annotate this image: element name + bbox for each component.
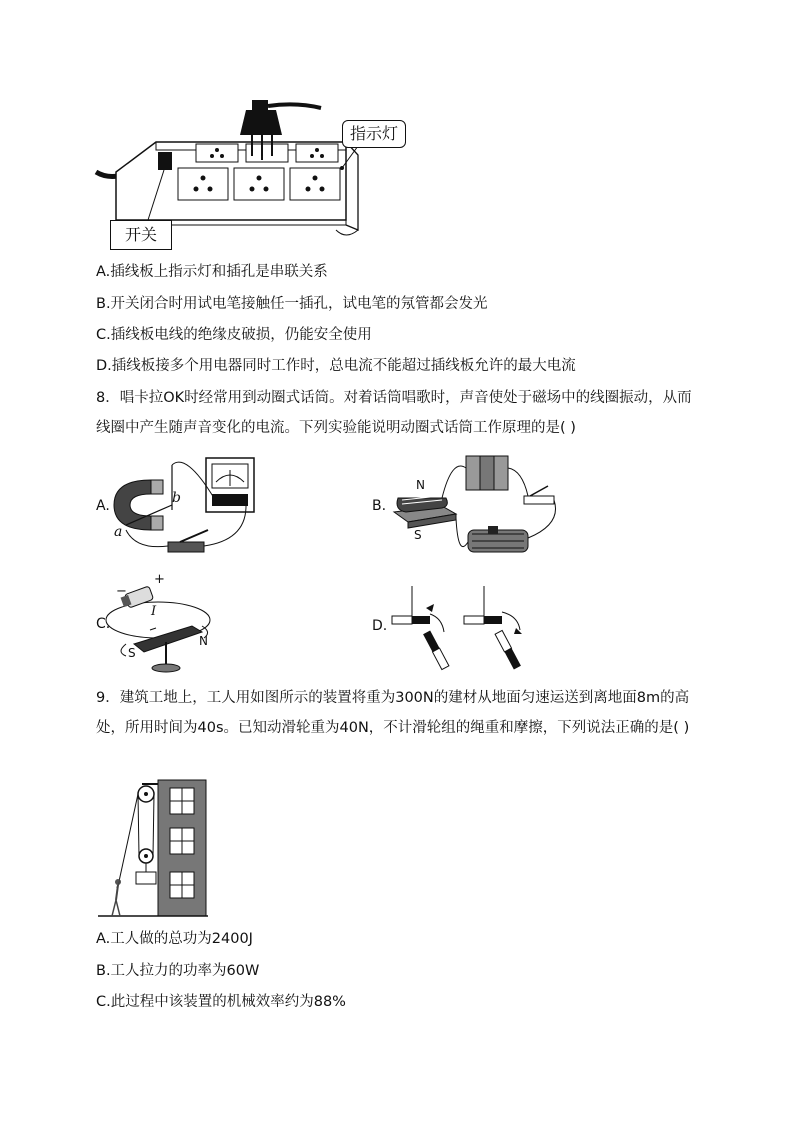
switch-label: 开关 [124, 225, 157, 244]
q7-option-d: D.插线板接多个用电器同时工作时，总电流不能超过插线板允许的最大电流 [96, 358, 576, 374]
label-s: S [414, 528, 422, 542]
label-n-c: N [199, 634, 208, 648]
q8-figure-b-label: B. [372, 498, 387, 514]
powerstrip-figure [96, 90, 416, 250]
q8-figure-c-label: C. [96, 616, 111, 632]
switch-label-box [110, 220, 172, 250]
indicator-label: 指示灯 [349, 124, 398, 143]
label-plus: + [154, 572, 165, 587]
q9-option-b: B.工人拉力的功率为60W [96, 963, 260, 979]
label-current: I [151, 604, 157, 619]
q9-option-a: A.工人做的总功为2400J [96, 931, 253, 947]
indicator-label-box [342, 120, 406, 148]
q9-option-c: C.此过程中该装置的机械效率约为88% [96, 994, 346, 1010]
pulley-building-drawing [96, 776, 216, 920]
label-n: N [416, 478, 425, 492]
q8-figure-c [96, 572, 226, 678]
q8-figure-b [372, 448, 572, 576]
label-a: a [114, 524, 123, 540]
q9-stem: 9．建筑工地上，工人用如图所示的装置将重为300N的建材从地面匀速运送到离地面8m的高处，所用时间为40s。已知动滑轮重为40N，不计滑轮组的绳重和摩擦，下列说法正确的是( ) [96, 690, 690, 736]
q9-figure [96, 776, 216, 920]
label-b: b [172, 490, 181, 506]
q7-option-a: A.插线板上指示灯和插孔是串联关系 [96, 264, 328, 280]
q8-stem: 8．唱卡拉OK时经常用到动圈式话筒。对着话筒唱歌时，声音使处于磁场中的线圈振动，从而线圈中产生随声音变化的电流。下列实验能说明动圈式话筒工作原理的是( ) [96, 390, 692, 436]
generator-experiment-drawing [96, 450, 276, 570]
q8-figure-a [96, 450, 276, 570]
label-s-c: S [128, 646, 136, 660]
q7-option-c: C.插线板电线的绝缘皮破损，仍能安全使用 [96, 327, 372, 343]
electromagnet-experiment-drawing [372, 448, 572, 576]
q8-figure-d [372, 582, 532, 672]
q8-figure-d-label: D. [372, 618, 388, 634]
q8-figure-a-label: A. [96, 498, 110, 514]
magnet-oersted-drawing [372, 582, 532, 672]
q7-option-b: B.开关闭合时用试电笔接触任一插孔，试电笔的氖管都会发光 [96, 296, 488, 312]
label-minus: − [116, 584, 127, 599]
